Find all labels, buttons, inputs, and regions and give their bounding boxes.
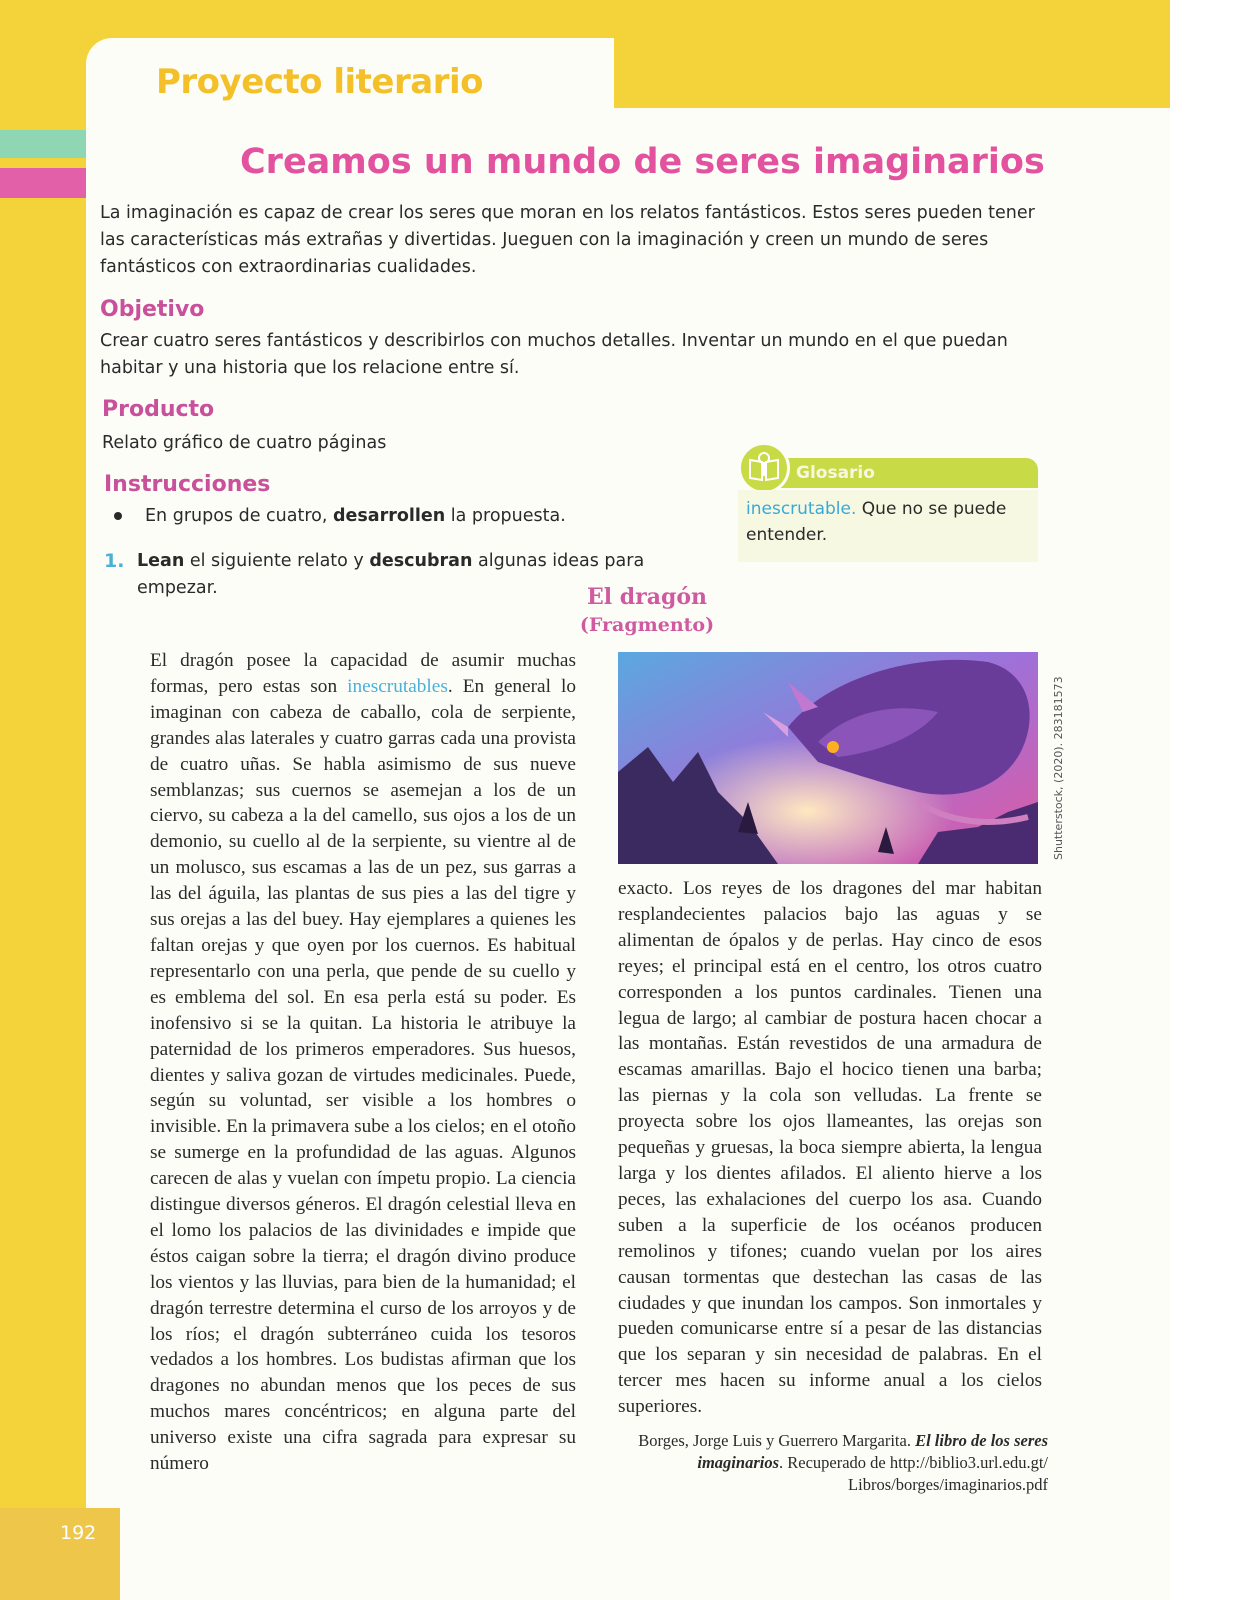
- step-text-post: algunas ideas para empezar.: [137, 551, 645, 598]
- story-subtitle: (Fragmento): [579, 614, 715, 636]
- glossary-body: [738, 490, 1038, 562]
- step-number: 1.: [104, 550, 125, 572]
- bullet-icon: [114, 512, 122, 520]
- glossary-box: [738, 440, 1040, 564]
- pink-side-tab: [0, 168, 86, 198]
- bullet-text-pre: En grupos de cuatro,: [145, 506, 333, 526]
- intro-paragraph: La imaginación es capaz de crear los seres que moran en los relatos fantásticos. Estos seres pueden tener las características más extrañas y divertidas. Jueguen con la imaginación y creen un mundo de seres fantásticos con extraordinarias cualidades.: [100, 203, 1035, 277]
- section-title: Proyecto literario: [156, 62, 483, 102]
- story-col1-text-pre: El dragón posee la capacidad de asumir muchas formas, pero estas son: [150, 650, 576, 697]
- bullet-text-bold: desarrollen: [332, 506, 446, 526]
- panel-top-band: [614, 38, 1170, 108]
- story-col1-text-post: . En general lo imaginan con cabeza de caballo, cola de serpiente, grandes alas laterales y cuatro garras cada una provista de cuatro uñas. Se habla asimismo de sus nueve semblanzas; sus cuernos se asemejan a los de un ciervo, su cabeza a la del camello, sus ojos a los de un demonio, su cuello al de la serpiente, su vientre al de un molusco, sus escamas a las de un pez, sus garras a las del águila, las plantas de sus pies a las del tigre y sus orejas a las del buey. Hay ejemplares a quienes les faltan orejas y que oyen por los cuernos. Es habitual representarlo con una perla, que pende de su cuello y es emblema del sol. En esa perla está su poder. Es inofensivo si se la quitan. La historia le atribuye la paternidad de los primeros emperadores. Sus huesos, dientes y saliva gozan de virtudes medicinales. Puede, según su voluntad, ser visible a los hombres o invisible. En la primavera sube a los cielos; en el otoño se sumerge en la profundidad de las aguas. Algunos carecen de alas y vuelan con ímpetu propio. La ciencia distingue diversos géneros. El dragón celestial lleva en el lomo los palacios de las divinidades e impide que éstos caigan sobre la tierra; el dragón divino produce los vientos y las lluvias, para bien de la humanidad; el dragón terrestre determina el curso de los arroyos y de los ríos; el dragón subterráneo cuida los tesoros vedados a los hombres. Los budistas afirman que los dragones no abundan menos que los peces de sus muchos mares concéntricos; en alguna parte del universo existe una cifra sagrada para expresar su número: [150, 675, 577, 1475]
- dragon-illustration: [618, 652, 1038, 864]
- image-credit: Shutterstock, (2020). 283181573: [1052, 676, 1065, 860]
- green-side-tab: [0, 130, 86, 158]
- page-number: 192: [60, 1522, 97, 1544]
- page-title: Creamos un mundo de seres imaginarios: [240, 142, 1045, 182]
- book-icon: [738, 442, 790, 494]
- bullet-text-post: la propuesta.: [445, 506, 566, 526]
- producto-text: Relato gráfico de cuatro páginas: [102, 433, 387, 453]
- bullet-instruction: [145, 503, 705, 530]
- story-glossary-term: inescrutables: [347, 675, 448, 697]
- objetivo-heading: Objetivo: [100, 297, 205, 322]
- step-text-mid: el siguiente relato y: [184, 551, 370, 571]
- glossary-label: Glosario: [796, 463, 875, 483]
- reference-book-title: El libro de los seres imaginarios: [697, 1431, 1048, 1472]
- producto-heading: Producto: [102, 397, 215, 422]
- glossary-term: inescrutable.: [746, 499, 857, 519]
- story-column-2: exacto. Los reyes de los dragones del mar habitan resplandecientes palacios bajo las aguas y se alimentan de ópalos y de perlas. Hay cinco de esos reyes; el principal está en el centro, los otros cuatro corresponden a los puntos cardinales. Tienen una legua de largo; al cambiar de postura hacen chocar a las montañas. Están revestidos de una armadura de escamas amarillas. Bajo el hocico tienen una barba; las piernas y la cola son velludas. La frente se proyecta sobre los ojos llameantes, las orejas son pequeñas y gruesas, la boca siempre abierta, la lengua larga y los dientes afilados. El aliento hierve a los peces, las exhalaciones del cuerpo los asa. Cuando suben a la superficie de los océanos producen remolinos y tifones; cuando vuelan por los aires causan tormentas que destechan las casas de las ciudades y que inundan los campos. Son inmortales y pueden comunicarse entre sí a pesar de las distancias que los separan y sin necesidad de palabras. En el tercer mes hacen su informe anual a los cielos superiores.: [618, 878, 1042, 1418]
- story-reference: [618, 1430, 1048, 1496]
- objetivo-text: Crear cuatro seres fantásticos y describirlos con muchos detalles. Inventar un mundo en el que puedan habitar y una historia que los relacione entre sí.: [100, 331, 1008, 378]
- glossary-entry: [746, 496, 1026, 548]
- story-column-1: [150, 648, 576, 1477]
- glossary-header: [764, 458, 1038, 488]
- story-title: El dragón: [586, 584, 708, 610]
- reference-authors: Borges, Jorge Luis y Guerrero Margarita.: [638, 1431, 916, 1450]
- step-verb-1: Lean: [137, 551, 185, 571]
- step-verb-2: descubran: [369, 551, 473, 571]
- instrucciones-heading: Instrucciones: [104, 472, 271, 497]
- glossary-definition: Que no se puede entender.: [746, 499, 1007, 545]
- reference-source: . Recuperado de http://biblio3.url.edu.gt/ Libros/borges/imaginarios.pdf: [779, 1453, 1048, 1494]
